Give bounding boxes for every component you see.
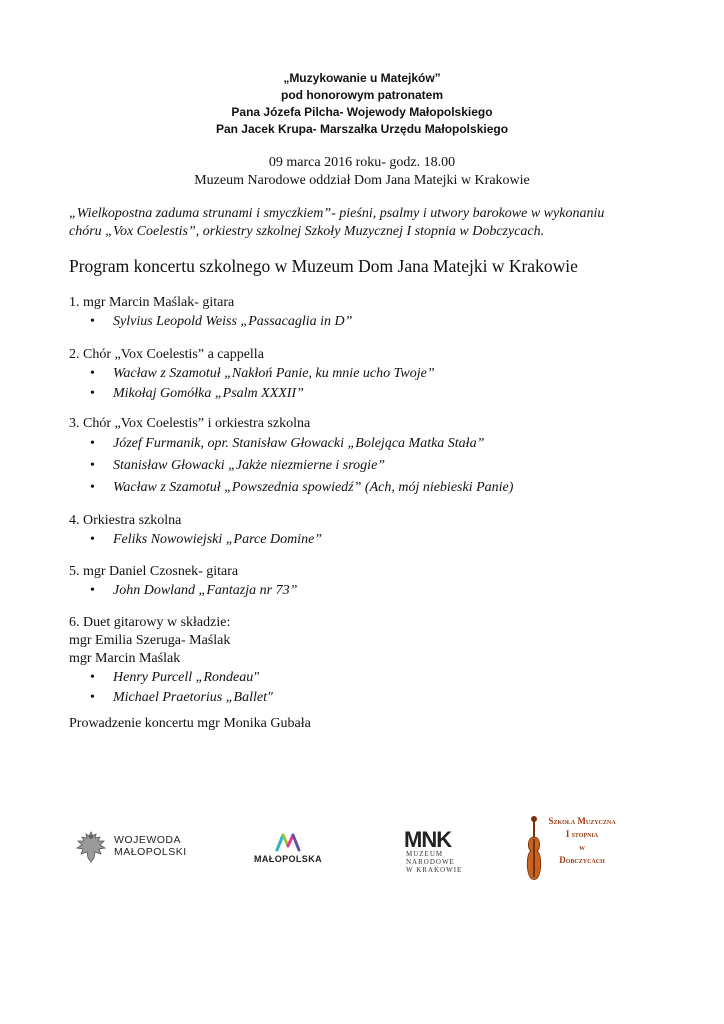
section-heading: 4. Orkiestra szkolna (69, 513, 182, 528)
concert-title: „Muzykowanie u Matejków” (283, 71, 441, 85)
list-item: • Feliks Nowowiejski „Parce Domine” (69, 530, 322, 550)
program-section-1 (69, 294, 352, 331)
concert-description (69, 205, 669, 241)
muzeum-logo (404, 827, 463, 874)
section-heading: 6. Duet gitarowy w składzie: (69, 615, 231, 630)
piece-list (69, 364, 435, 404)
program-section-6 (69, 614, 273, 708)
piece-list (69, 530, 322, 550)
section-heading: 3. Chór „Vox Coelestis” i orkiestra szkolna (69, 416, 311, 431)
program-title: Program koncertu szkolnego w Muzeum Dom Jana Matejki w Krakowie (69, 256, 578, 276)
eagle-emblem-icon (74, 828, 108, 864)
muzeum-line-2: NARODOWE (406, 858, 455, 866)
wojewoda-line-1: WOJEWODA (114, 834, 181, 846)
wojewoda-line-2: MAŁOPOLSKI (114, 846, 187, 858)
szkola-line-2: I stopnia (565, 829, 599, 839)
program-section-3 (69, 415, 513, 499)
document-header (0, 70, 724, 138)
performer-1: mgr Emilia Szeruga- Maślak (69, 633, 231, 648)
list-item: • Józef Furmanik, opr. Stanisław Głowacki „Bolejąca Matka Stała” (69, 433, 513, 455)
list-item: • Sylvius Leopold Weiss „Passacaglia in D” (69, 312, 352, 331)
violin-icon (525, 815, 543, 885)
list-item: • Michael Praetorius „Ballet" (69, 688, 273, 708)
performer-2: mgr Marcin Maślak (69, 651, 181, 666)
event-date: 09 marca 2016 roku- godz. 18.00 (268, 155, 456, 170)
list-item: • Stanisław Głowacki „Jakże niezmierne i srogie” (69, 455, 513, 477)
sponsor-logos (0, 810, 724, 900)
malopolska-m-icon (274, 832, 302, 852)
event-venue: Muzeum Narodowe oddział Dom Jana Matejki w Krakowie (194, 173, 530, 188)
patron-marshal: Pan Jacek Krupa- Marszałka Urzędu Małopolskiego (215, 122, 509, 136)
patron-voivode: Pana Józefa Pilcha- Wojewody Małopolskiego (231, 105, 493, 119)
description-line-1: „Wielkopostna zaduma strunami i smyczkiem”- pieśni, psalmy i utwory barokowe w wykonaniu (69, 206, 605, 221)
wojewoda-logo (74, 828, 187, 864)
list-item: • Wacław z Szamotuł „Nakłoń Panie, ku mnie ucho Twoje” (69, 364, 435, 384)
list-item: • Henry Purcell „Rondeau" (69, 668, 273, 688)
section-heading: 2. Chór „Vox Coelestis” a cappella (69, 347, 264, 362)
malopolska-logo (252, 832, 324, 864)
szkola-line-4: Dobczycach (559, 855, 605, 865)
piece-list (69, 668, 273, 708)
program-section-5 (69, 563, 297, 601)
program-section-4 (69, 512, 322, 550)
patronage-line: pod honorowym patronatem (281, 88, 443, 102)
list-item: • Wacław z Szamotuł „Powszednia spowiedź” (Ach, mój niebieski Panie) (69, 477, 513, 499)
piece-list (69, 581, 297, 601)
piece-list (69, 433, 513, 499)
description-line-2: chóru „Vox Coelestis”, orkiestry szkolnej Szkoły Muzycznej I stopnia w Dobczycach. (69, 224, 545, 239)
list-item: • Mikołaj Gomółka „Psalm XXXII” (69, 384, 435, 404)
muzeum-line-3: W KRAKOWIE (406, 866, 463, 874)
section-heading: 1. mgr Marcin Maślak- gitara (69, 295, 235, 310)
section-heading: 5. mgr Daniel Czosnek- gitara (69, 564, 239, 579)
szkola-line-1: Szkoła Muzyczna (548, 816, 616, 826)
event-info (0, 154, 724, 190)
muzeum-line-1: MUZEUM (406, 850, 444, 858)
szkola-line-3: w (579, 842, 585, 852)
program-section-2 (69, 346, 435, 404)
mnk-monogram: MNK (404, 827, 452, 852)
szkola-logo (525, 815, 619, 885)
malopolska-text: MAŁOPOLSKA (254, 854, 322, 864)
concert-host: Prowadzenie koncertu mgr Monika Gubała (69, 716, 311, 731)
list-item: • John Dowland „Fantazja nr 73” (69, 581, 297, 601)
piece-list (69, 312, 352, 331)
